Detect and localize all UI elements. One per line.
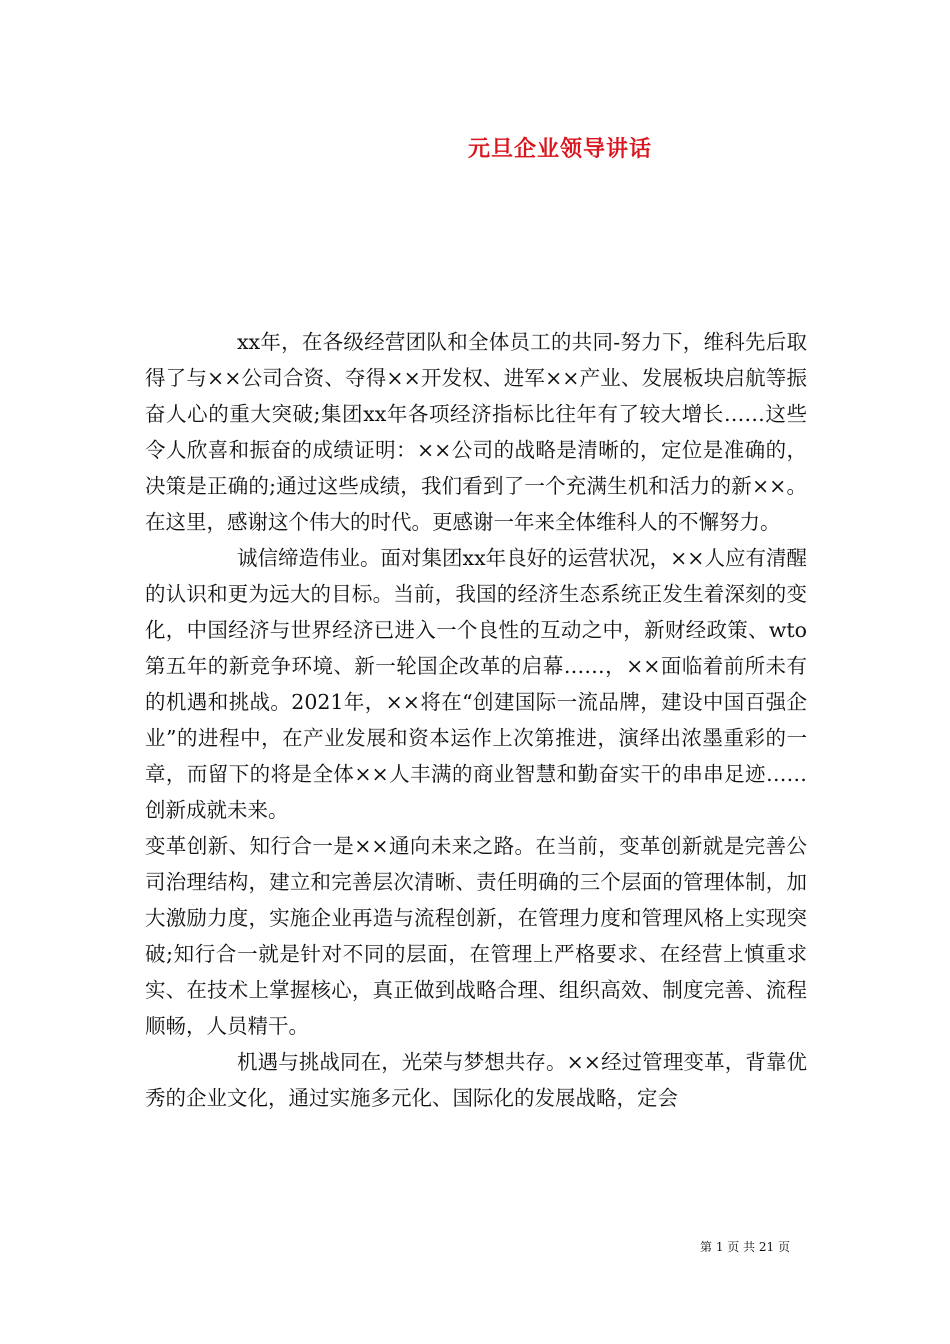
paragraph-1: xx年，在各级经营团队和全体员工的共同-努力下，维科先后取得了与××公司合资、夺得××开发权、进军××产业、发展板块启航等振奋人心的重大突破;集团xx年各项经济指标比往年有了较大增长……这些令人欣喜和振奋的成绩证明：××公司的战略是清晰的，定位是准确的，决策是正确的;通过这些成绩，我们看到了一个充满生机和活力的新××。在这里，感谢这个伟大的时代。更感谢一年来全体维科人的不懈努力。	[145, 330, 807, 534]
document-body	[145, 324, 807, 1116]
paragraph-2: 诚信缔造伟业。面对集团xx年良好的运营状况，××人应有清醒的认识和更为远大的目标。当前，我国的经济生态系统正发生着深刻的变化，中国经济与世界经济已进入一个良性的互动之中，新财经政策、wto第五年的新竞争环境、新一轮国企改革的启幕……，××面临着前所未有的机遇和挑战。2021年，××将在“创建国际一流品牌，建设中国百强企业”的进程中，在产业发展和资本运作上次第推进，演绎出浓墨重彩的一章，而留下的将是全体××人丰满的商业智慧和勤奋实干的串串足迹……创新成就未来。	[145, 546, 807, 822]
paragraph-4: 机遇与挑战同在，光荣与梦想共存。××经过管理变革，背靠优秀的企业文化，通过实施多元化、国际化的发展战略，定会	[145, 1050, 807, 1110]
page-number: 第 1 页 共 21 页	[700, 1240, 790, 1254]
paragraph-3: 变革创新、知行合一是××通向未来之路。在当前，变革创新就是完善公司治理结构，建立和完善层次清晰、责任明确的三个层面的管理体制，加大激励力度，实施企业再造与流程创新，在管理力度和管理风格上实现突破;知行合一就是针对不同的层面，在管理上严格要求、在经营上慎重求实、在技术上掌握核心，真正做到战略合理、组织高效、制度完善、流程顺畅，人员精干。	[145, 834, 807, 1038]
document-title: 元旦企业领导讲话	[467, 136, 652, 162]
